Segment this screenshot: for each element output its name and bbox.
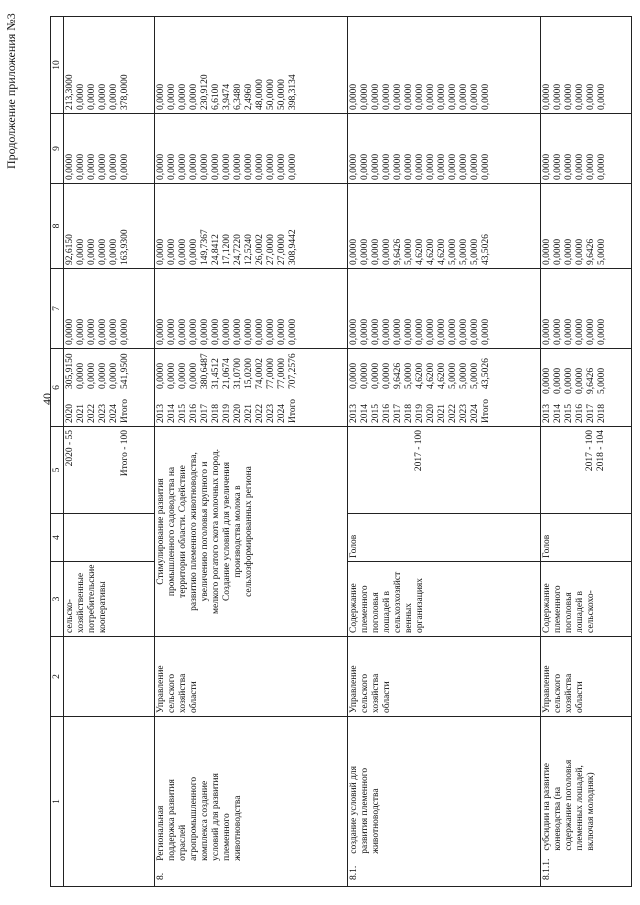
row811-col9: 0,0000 0,0000 0,0000 0,0000 0,0000 0,0000 [540, 114, 631, 184]
row8-col8: 0,0000 0,0000 0,0000 0,0000 149,7367 24,8412 17,1200 24,7220 12,5240 26,0002 27,0000 27,0000 308,9442 [155, 184, 348, 269]
row8-name: Региональная поддержка развития отраслей агропромышленного комплекса создание условий для развития племенного животноводства [156, 773, 244, 861]
year-list: 2013 2014 2015 2016 2017 2018 2019 2020 2021 2022 2023 2024 Итого [348, 398, 491, 423]
row811-unit: Голов [540, 514, 631, 562]
page-number: 40 [40, 393, 54, 405]
row8-col10: 0,0000 0,0000 0,0000 0,0000 230,9120 6,6100 3,9474 6,3480 2,4960 48,0000 50,0000 50,0000 398,3134 [155, 17, 348, 114]
row811-name-cell [540, 717, 631, 887]
table-row [540, 17, 631, 887]
row811-col7: 0,0000 0,0000 0,0000 0,0000 0,0000 0,0000 [540, 269, 631, 349]
row8-name-cell [155, 717, 348, 887]
top-col2 [64, 637, 155, 717]
row81-col8: 0,0000 0,0000 0,0000 0,0000 9,6426 5,0000 4,6200 4,6200 4,6200 5,0000 5,0000 5,0000 43,5026 [347, 184, 540, 269]
top-years [64, 349, 155, 427]
row-number: 8. [156, 872, 167, 880]
row8-col7: 0,0000 0,0000 0,0000 0,0000 0,0000 0,0000 0,0000 0,0000 0,0000 0,0000 0,0000 0,0000 0,0000 [155, 269, 348, 349]
year-list: 2013 2014 2015 2016 2017 2018 [541, 404, 607, 423]
top-col1 [64, 717, 155, 887]
header-col-8: 8 [51, 184, 64, 269]
row811-col10: 0,0000 0,0000 0,0000 0,0000 0,0000 0,0000 [540, 17, 631, 114]
row8-years [155, 349, 348, 427]
header-col-3: 3 [51, 562, 64, 637]
continuation-note: Продолжение приложения №3 [4, 13, 18, 169]
top-col6: 305,9150 0,0000 0,0000 0,0000 0,0000 541,9500 [65, 353, 130, 389]
row81-col5: 2017 - 100 [347, 427, 540, 514]
row8-col6: 0,0000 0,0000 0,0000 0,0000 380,6487 31,4512 21,0674 31,0700 15,0200 74,0002 77,0000 77,0000 707,2576 [156, 353, 299, 389]
top-col9: 0,0000 0,0000 0,0000 0,0000 0,0000 0,0000 [64, 114, 155, 184]
row-number: 8.1.1. [541, 858, 552, 880]
header-col-9: 9 [51, 114, 64, 184]
row81-name: создание условий для развития племенного животноводства [348, 765, 381, 854]
row81-executor: Управление сельского хозяйства области [347, 637, 540, 717]
top-col10: 213,3000 0,0000 0,0000 0,0000 0,0000 378,0000 [64, 17, 155, 114]
top-col5 [64, 427, 155, 514]
header-col-6: 6 [51, 349, 64, 427]
row8-col9: 0,0000 0,0000 0,0000 0,0000 0,0000 0,0000 0,0000 0,0000 0,0000 0,0000 0,0000 0,0000 0,0000 [155, 114, 348, 184]
row811-name: субсидии на развитие коневодства (на содержание поголовья племенных лошадей, включая молодняк) [541, 759, 596, 851]
row811-executor: Управление сельского хозяйства области [540, 637, 631, 717]
top-col5-total: Итого - 100 [120, 430, 130, 477]
row81-col6: 0,0000 0,0000 0,0000 0,0000 9,6426 5,0000 4,6200 4,6200 4,6200 5,0000 5,0000 5,0000 43,5026 [348, 358, 491, 389]
row811-years [540, 349, 631, 427]
row-number: 8.1. [348, 865, 359, 880]
row81-col3: Содержание племенного поголовья лошадей в сельхозхозяйст венных организациях [347, 562, 540, 637]
top-col5-value: 2020 - 55 [65, 430, 75, 467]
column-number-row [51, 17, 64, 887]
table-row [155, 17, 348, 887]
header-col-10: 10 [51, 17, 64, 114]
header-col-5: 5 [51, 427, 64, 514]
row81-years [347, 349, 540, 427]
row811-col5: 2017 - 100 2018 - 104 [540, 427, 631, 514]
header-col-2: 2 [51, 637, 64, 717]
row81-name-cell [347, 717, 540, 887]
top-col4 [64, 514, 155, 562]
row8-description: Стимулирование развития промышленного садоводства на территории области. Содействие развитию племенного животноводства, увеличению поголовья крупного и мелкого рогатого скота молочных пород. Создание условий для увеличения производства молока в сельхозформированных региона [155, 427, 348, 637]
row811-col8: 0,0000 0,0000 0,0000 0,0000 9,6426 5,0000 [540, 184, 631, 269]
top-col3: сельско- хозяйственные потребительские кооперативы [64, 562, 155, 637]
year-list: 2020 2021 2022 2023 2024 Итого [65, 398, 130, 423]
row8-executor: Управление сельского хозяйства области [155, 637, 348, 717]
table-row [347, 17, 540, 887]
header-col-7: 7 [51, 269, 64, 349]
row81-unit: Голов [347, 514, 540, 562]
row811-col6: 0,0000 0,0000 0,0000 0,0000 9,6426 5,0000 [541, 367, 607, 394]
row81-col10: 0,0000 0,0000 0,0000 0,0000 0,0000 0,0000 0,0000 0,0000 0,0000 0,0000 0,0000 0,0000 0,0000 [347, 17, 540, 114]
row81-col9: 0,0000 0,0000 0,0000 0,0000 0,0000 0,0000 0,0000 0,0000 0,0000 0,0000 0,0000 0,0000 0,0000 [347, 114, 540, 184]
program-funding-table [50, 16, 632, 887]
top-col8: 92,6150 0,0000 0,0000 0,0000 0,0000 163,9300 [64, 184, 155, 269]
row81-col7: 0,0000 0,0000 0,0000 0,0000 0,0000 0,0000 0,0000 0,0000 0,0000 0,0000 0,0000 0,0000 0,0000 [347, 269, 540, 349]
top-col7: 0,0000 0,0000 0,0000 0,0000 0,0000 0,0000 [64, 269, 155, 349]
year-list: 2013 2014 2015 2016 2017 2018 2019 2020 2021 2022 2023 2024 Итого [156, 398, 299, 423]
table-row [64, 17, 155, 887]
header-col-4: 4 [51, 514, 64, 562]
header-col-1: 1 [51, 717, 64, 887]
row811-col3: Содержание племенного поголовья лошадей в сельскохо- [540, 562, 631, 637]
